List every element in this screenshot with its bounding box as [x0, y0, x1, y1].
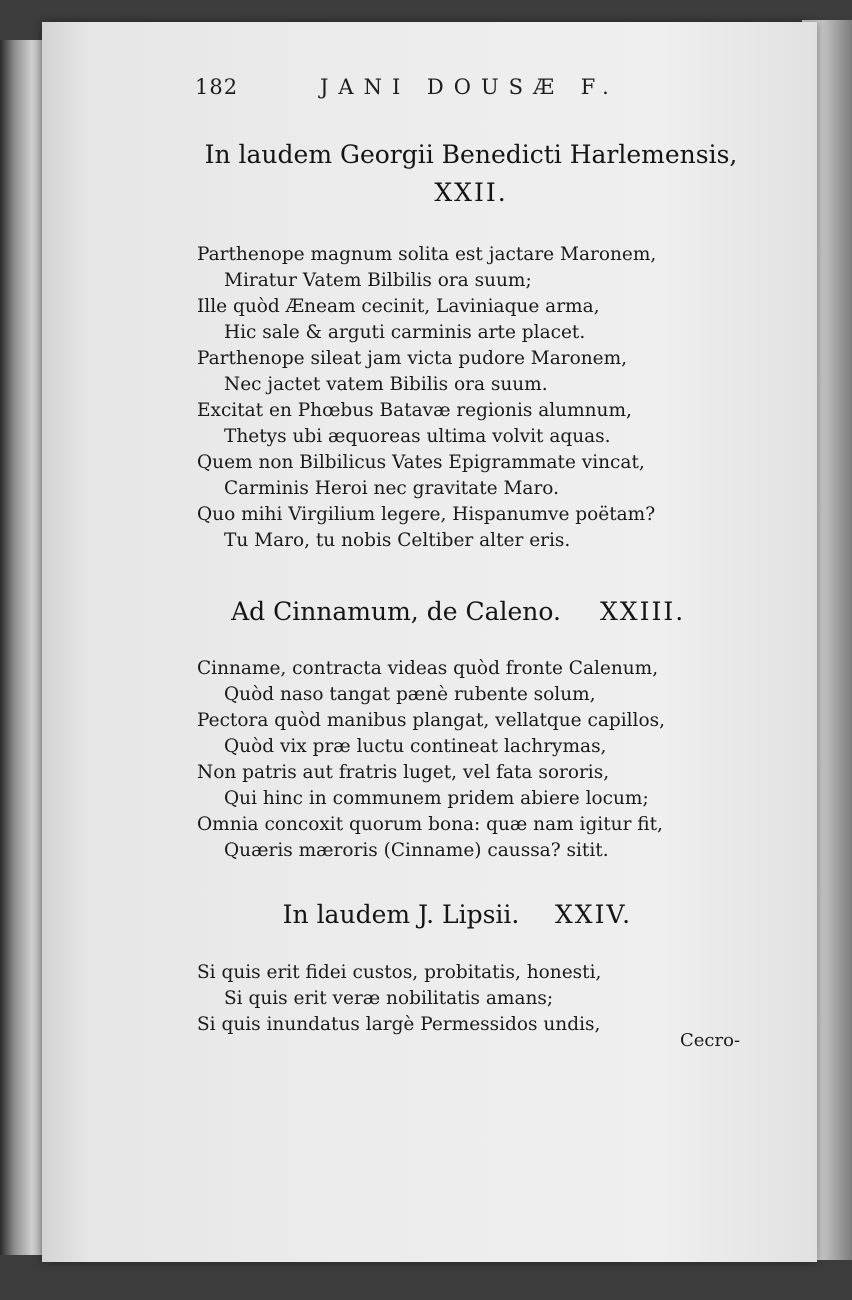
- poem-xxiii: [197, 656, 757, 864]
- book-page: [42, 22, 817, 1262]
- verse-line: Excitat en Phœbus Batavæ regionis alumnum,: [197, 400, 632, 421]
- section-title-xxii: In laudem Georgii Benedicti Harlemensis,: [204, 140, 738, 169]
- verse-line: Quem non Bilbilicus Vates Epigrammate vincat,: [197, 452, 645, 473]
- verse-line: Miratur Vatem Bilbilis ora suum;: [224, 270, 532, 291]
- verse-line: Carminis Heroi nec gravitate Maro.: [224, 478, 559, 499]
- running-title: JANI DOUSÆ F.: [320, 75, 619, 99]
- verse-line: Cinname, contracta videas quòd fronte Calenum,: [197, 658, 659, 679]
- verse-line: Parthenope sileat jam victa pudore Maronem,: [197, 348, 628, 369]
- verse-line: Quo mihi Virgilium legere, Hispanumve poëtam?: [197, 504, 656, 525]
- verse-line: Parthenope magnum solita est jactare Maronem,: [197, 244, 657, 265]
- verse-line: Hic sale & arguti carminis arte placet.: [224, 322, 586, 343]
- verse-line: Non patris aut fratris luget, vel fata sororis,: [197, 762, 610, 783]
- verse-line: Pectora quòd manibus plangat, vellatque capillos,: [197, 710, 665, 731]
- section-number-xxiii: XXIII.: [600, 597, 686, 626]
- verse-line: Si quis erit fidei custos, probitatis, honesti,: [197, 962, 602, 983]
- verse-line: Quòd naso tangat pænè rubente solum,: [224, 684, 596, 705]
- catchword: Cecro-: [680, 1030, 741, 1051]
- page-number: 182: [195, 75, 239, 99]
- verse-line: Quæris mæroris (Cinname) caussa? sitit.: [224, 840, 609, 861]
- verse-line: Ille quòd Æneam cecinit, Laviniaque arma,: [197, 296, 600, 317]
- verse-line: Omnia concoxit quorum bona: quæ nam igitur fit,: [197, 814, 663, 835]
- verse-line: Tu Maro, tu nobis Celtiber alter eris.: [224, 530, 571, 551]
- section-title-xxiv: In laudem J. Lipsii.: [282, 900, 520, 929]
- section-title-xxiii: Ad Cinnamum, de Caleno.: [231, 597, 561, 626]
- verse-line: Nec jactet vatem Bibilis ora suum.: [224, 374, 548, 395]
- verse-line: Thetys ubi æquoreas ultima volvit aquas.: [224, 426, 611, 447]
- verse-line: Quòd vix præ luctu contineat lachrymas,: [224, 736, 607, 757]
- poem-xxii: [197, 242, 757, 554]
- verse-line: Si quis inundatus largè Permessidos undis,: [197, 1014, 601, 1035]
- section-number-xxii: XXII.: [434, 178, 508, 207]
- verse-line: Qui hinc in communem pridem abiere locum;: [224, 788, 649, 809]
- verse-line: Si quis erit veræ nobilitatis amans;: [224, 988, 554, 1009]
- section-number-xxiv: XXIV.: [555, 900, 633, 929]
- poem-xxiv: [197, 960, 757, 1038]
